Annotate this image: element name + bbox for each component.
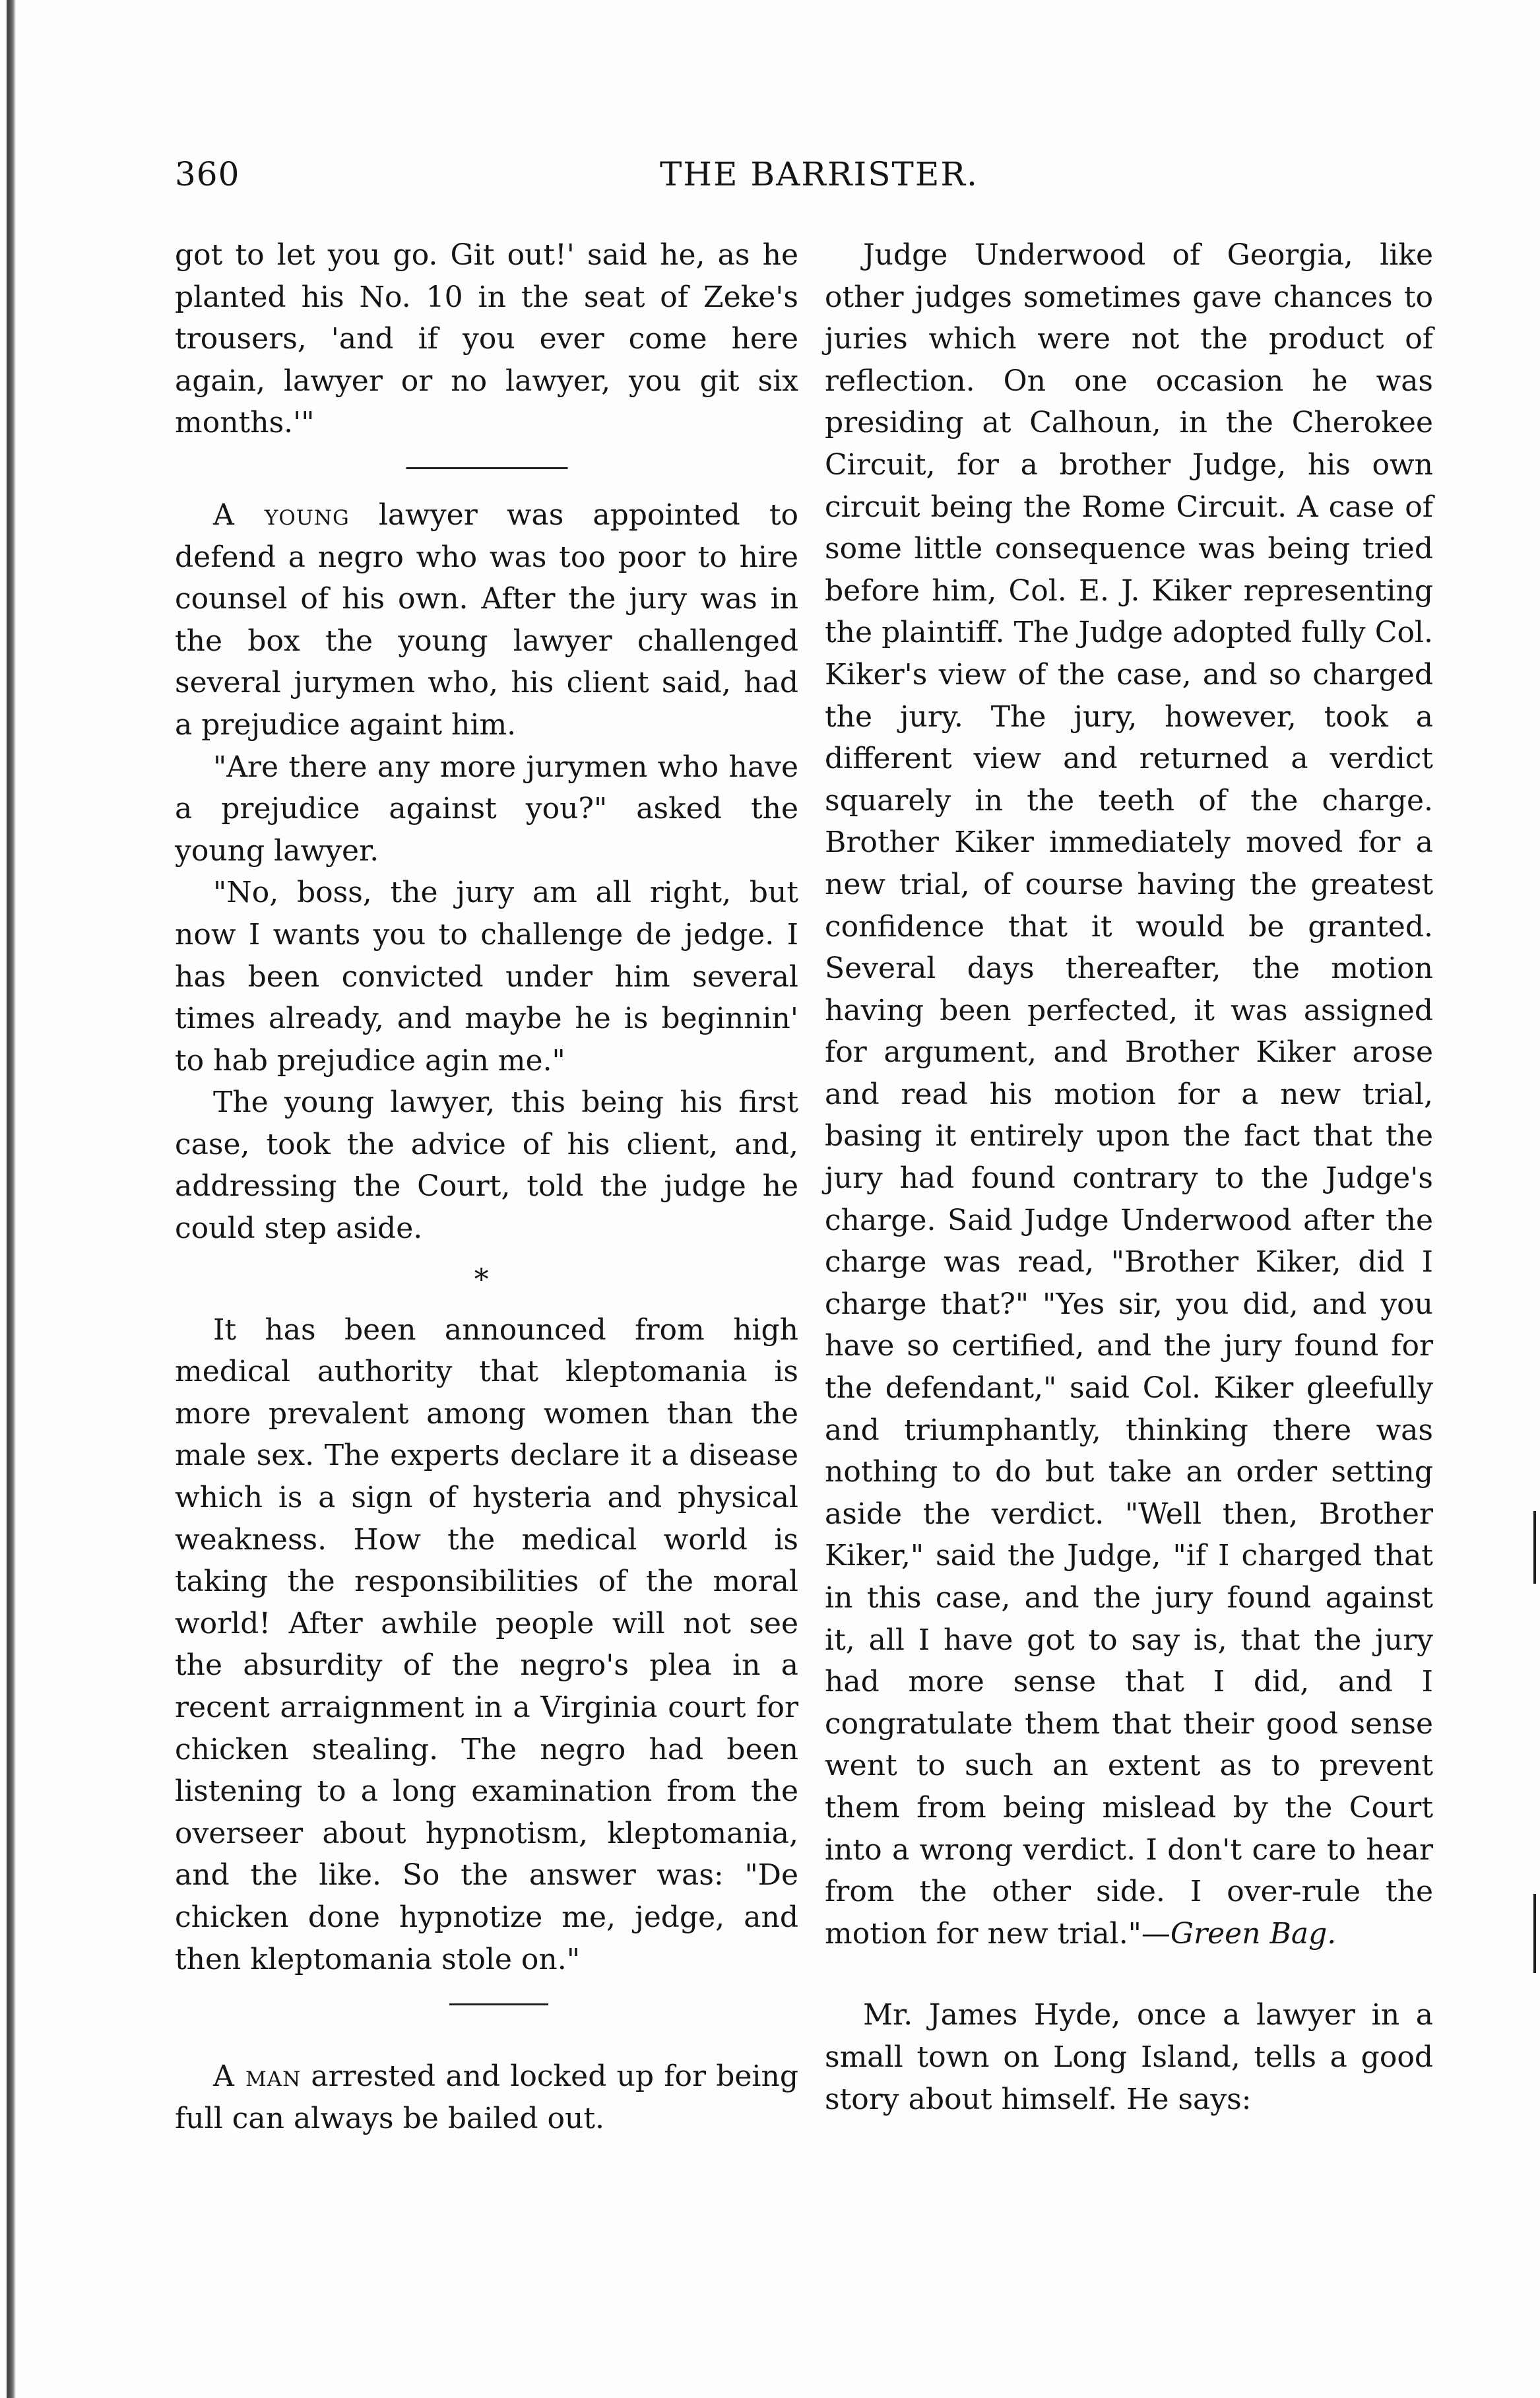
running-title: THE BARRISTER.: [660, 155, 979, 193]
binding-edge: [7, 0, 16, 2398]
paragraph: [825, 234, 1433, 1955]
right-column: [825, 234, 1433, 2120]
paragraph: It has been announced from high medical authority that kleptomania is more prevalent among women than the male sex. The experts declare it a disease which is a sign of hysteria and physical weakness. How the medical world is taking the responsibilities of the moral world! After awhile people will not see the absurdity of the negro's plea in a recent arraignment in a Virginia court for chicken stealing. The negro had been listening to a long examination from the overseer about hypnotism, kleptomania, and the like. So the answer was: "De chicken done hypnotize me, jedge, and then kleptomania stole on.": [175, 1312, 798, 1976]
asterism: [175, 1250, 798, 1309]
paragraph: got to let you go. Git out!' said he, as he planted his No. 10 in the seat of Zeke's trousers, 'and if you ever come here again, lawyer or no lawyer, you git six months.'": [175, 238, 798, 440]
paragraph: Mr. James Hyde, once a lawyer in a small town on Long Island, tells a good story about himself. He says:: [825, 1998, 1433, 2116]
paragraph: [175, 2056, 798, 2139]
edge-mark: [1533, 1511, 1536, 1584]
paragraph: The young lawyer, this being his first case, took the advice of his client, and, addressing the Court, told the judge he could step aside.: [175, 1086, 798, 1246]
paragraph: "Are there any more jurymen who have a prejudice against you?" asked the young lawyer.: [175, 750, 798, 868]
section-divider: [175, 444, 798, 494]
lead-in: A man: [213, 2059, 302, 2094]
paragraph: [175, 494, 798, 746]
left-column: [175, 234, 798, 2139]
paragraph: "No, boss, the jury am all right, but now I wants you to challenge de jedge. I has been convicted under him several times already, and maybe he is beginnin' to hab prejudice agin me.": [175, 876, 798, 1078]
section-divider: [175, 1980, 798, 2030]
paragraph-text: lawyer was appointed to defend a negro who was too poor to hire counsel of his own. After the jury was in the box the young lawyer challenged several jurymen who, his client said, had a prejudice againt him.: [175, 498, 799, 742]
page-number: 360: [175, 155, 240, 193]
edge-mark: [1533, 1894, 1536, 1973]
paragraph-text: arrested and locked up for being full can always be bailed out.: [175, 2059, 799, 2135]
star-ornament: *: [474, 1262, 489, 1297]
page-header: [175, 155, 1363, 208]
paragraph-text: Judge Underwood of Georgia, like other judges sometimes gave chances to juries which were not the product of reflection. On one occasion he was presiding at Calhoun, in the Cherokee Circuit, for a brother Judge, his own circuit being the Rome Circuit. A case of some little consequence was being tried before him, Col. E. J. Kiker representing the plaintiff. The Judge adopted fully Col. Kiker's view of the case, and so charged the jury. The jury, however, took a different view and returned a verdict squarely in the teeth of the charge. Brother Kiker immediately moved for a new trial, of course having the greatest confidence that it would be granted. Several days thereafter, the motion having been perfected, it was assigned for argument, and Brother Kiker arose and read his motion for a new trial, basing it entirely upon the fact that the jury had found contrary to the Judge's charge. Said Judge Underwood after the charge was read, "Brother Kiker, did I charge that?" "Yes sir, you did, and you have so certified, and the jury found for the defendant," said Col. Kiker gleefully and triumphantly, thinking there was nothing to do but take an order setting aside the verdict. "Well then, Brother Kiker," said the Judge, "if I charged that in this case, and the jury found against it, all I have got to say is, that the jury had more sense that I did, and I congratulate them that their good sense went to such an extent as to prevent them from being mislead by the Court into a wrong verdict. I don't care to hear from the other side. I over-rule the motion for new trial."—: [825, 238, 1433, 1951]
source-citation: Green Bag.: [1170, 1916, 1337, 1951]
lead-in: A young: [213, 498, 350, 532]
